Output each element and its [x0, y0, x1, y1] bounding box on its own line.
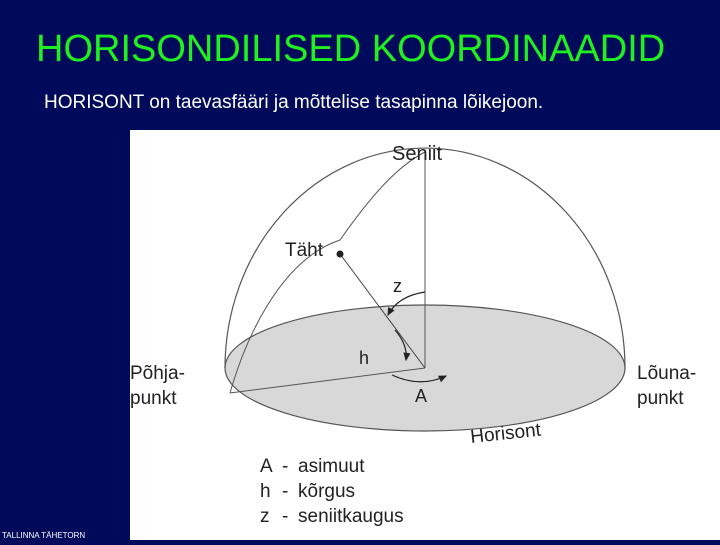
- legend: [260, 456, 404, 527]
- legend-sep-h: -: [282, 481, 289, 502]
- legend-sep-z: -: [282, 506, 289, 527]
- south-point-label-line1: Lõuna-: [637, 363, 697, 384]
- legend-name-a: asimuut: [298, 456, 365, 477]
- legend-symbol-a: A: [260, 456, 273, 477]
- zenith-label: Seniit: [392, 143, 443, 165]
- a-angle-label: A: [415, 386, 428, 406]
- slide-title: HORISONDILISED KOORDINAADID: [36, 28, 666, 70]
- horizon-label: Horisont: [469, 419, 542, 448]
- legend-symbol-z: z: [260, 506, 270, 527]
- legend-name-h: kõrgus: [298, 481, 356, 502]
- north-point-label-line1: Põhja-: [130, 363, 185, 384]
- z-angle-label: z: [393, 276, 402, 296]
- legend-name-z: seniitkaugus: [298, 506, 404, 527]
- diagram-panel: [130, 130, 720, 540]
- star-point: [337, 251, 344, 258]
- star-label: Täht: [285, 240, 324, 261]
- footer-credit: TALLINNA TÄHETORN: [2, 531, 86, 540]
- celestial-sphere-diagram: [130, 130, 720, 540]
- south-point-label-line2: punkt: [637, 388, 684, 409]
- legend-sep-a: -: [282, 456, 289, 477]
- h-angle-label: h: [359, 348, 370, 368]
- north-point-label-line2: punkt: [130, 388, 177, 409]
- legend-symbol-h: h: [260, 481, 271, 502]
- slide-subtitle: HORISONT on taevasfääri ja mõttelise tasapinna lõikejoon.: [44, 92, 544, 113]
